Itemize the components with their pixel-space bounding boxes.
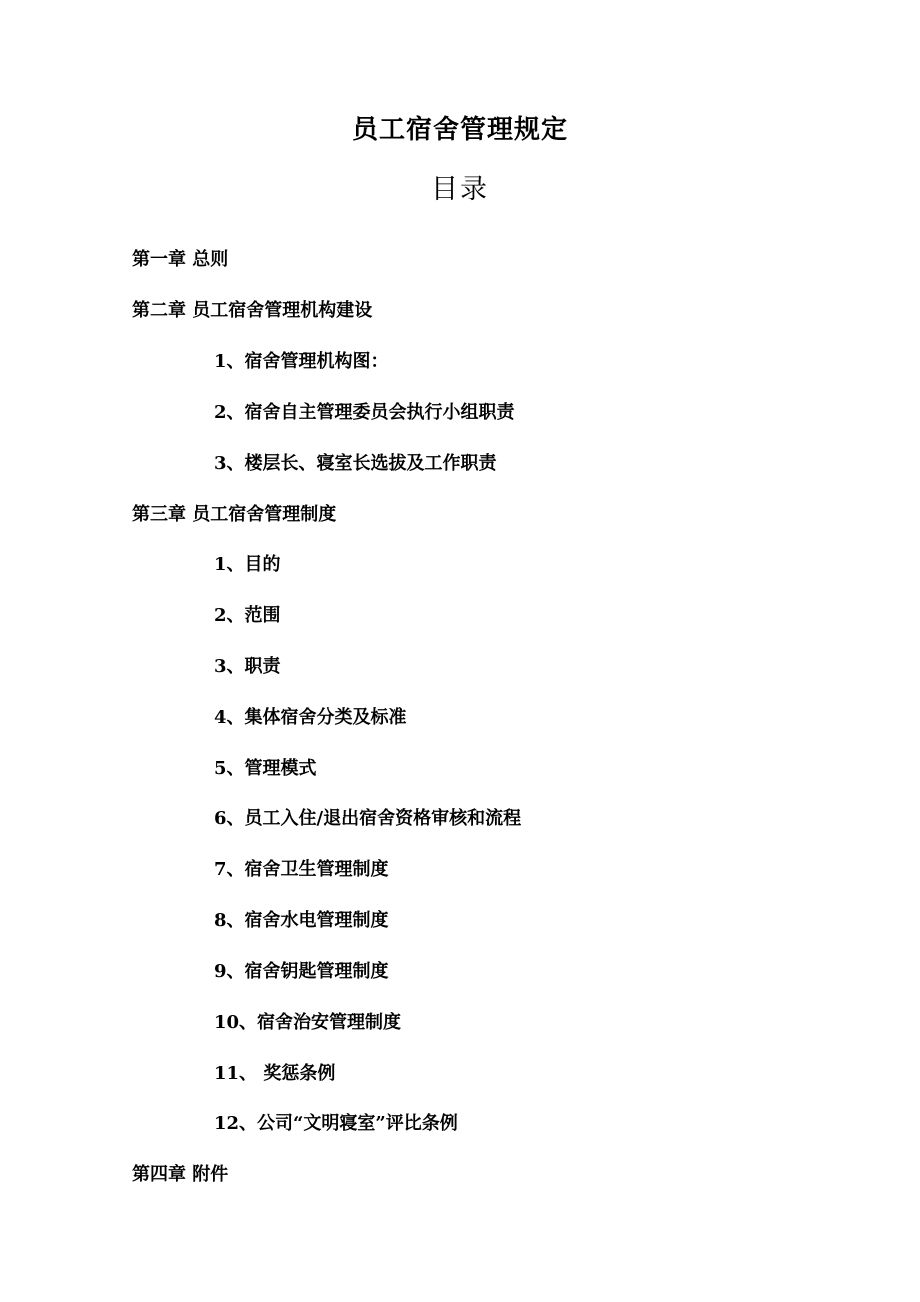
toc-item: 2、范围: [214, 605, 281, 626]
toc-item: 1、目的: [214, 554, 281, 575]
toc-item: 7、宿舍卫生管理制度: [214, 859, 389, 880]
toc-chapter: 第四章 附件: [132, 1164, 229, 1185]
toc-chapter: 第三章 员工宿舍管理制度: [132, 504, 337, 525]
toc-chapter: 第一章 总则: [132, 249, 229, 270]
toc-item: 8、宿舍水电管理制度: [214, 910, 389, 931]
toc-item: 10、宿舍治安管理制度: [214, 1012, 402, 1033]
toc-item: 1、宿舍管理机构图：: [214, 351, 389, 372]
document-title: 员工宿舍管理规定: [351, 115, 568, 145]
toc-item: 4、集体宿舍分类及标准: [214, 707, 407, 728]
toc-item: 12、公司“文明寝室”评比条例: [214, 1113, 458, 1134]
toc-item: 9、宿舍钥匙管理制度: [214, 961, 389, 982]
toc-chapter: 第二章 员工宿舍管理机构建设: [132, 300, 373, 321]
toc-item: 6、员工入住/退出宿舍资格审核和流程: [214, 808, 522, 829]
toc-item: 2、宿舍自主管理委员会执行小组职责: [214, 402, 515, 423]
toc-item: 11、 奖惩条例: [214, 1063, 336, 1084]
toc-heading: 目录: [431, 174, 489, 205]
toc-item: 3、楼层长、寝室长选拔及工作职责: [214, 453, 497, 474]
toc-item: 5、管理模式: [214, 758, 317, 779]
toc-item: 3、职责: [214, 656, 281, 677]
